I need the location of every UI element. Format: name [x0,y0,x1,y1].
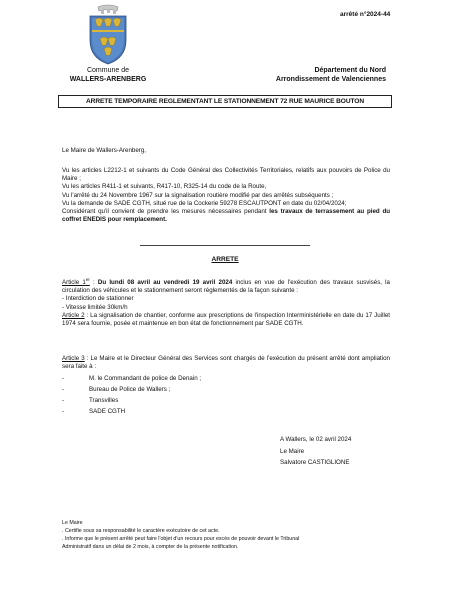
article-2-text: : La signalisation de chantier, conforme aux prescriptions de l'inspection Interministérielle en date du 17 Juillet 1974 sera fournie, posée et maintenue en bon état de fonctionnement par SADE CGTH. [62,312,390,328]
signature-name: Salvatore CASTIGLIONE [280,459,350,466]
article-1-dates: Du lundi 08 avril au vendredi 19 avril 2024 [97,279,233,287]
article-1-item-speed: - Vitesse limitée 30km/h [62,303,128,311]
arrete-reference: arrêté n°2024-44 [340,11,391,18]
recipients-list [62,374,262,417]
article-2 [62,312,390,328]
article-1-item-parking: - Interdiction de stationner [62,295,134,303]
mayor-intro: Le Maire de Wallers-Arenberg, [62,147,147,154]
consideration-works [62,208,390,224]
article-3 [62,355,390,371]
list-item: - M. le Commandant de police de Denain ; [62,375,202,383]
list-item: - Transvilles [62,396,119,404]
considerations-block [62,167,390,224]
consideration-code-route: Vu les articles R411-1 et suivants, R417-10, R325-14 du code de la Route, [62,183,267,191]
article-2-label: Article 2 [62,312,85,319]
arrondissement-name: Arrondissement de Valenciennes [275,76,386,83]
section-divider [140,245,310,246]
list-item: - Bureau de Police de Wallers ; [62,386,171,394]
commune-name: WALLERS-ARENBERG [69,76,147,83]
commune-block [58,66,158,84]
department-block [262,66,386,84]
list-item: - SADE CGTH [62,407,126,415]
coat-of-arms-logo [86,4,130,66]
footer-line-2: . Informe que le présent arrêté peut faire l'objet d'un recours pour excès de pouvoir devant le Tribunal [62,536,300,542]
article-1-label: Article 1er [62,277,90,287]
signature-place-date: A Wallers, le 02 avril 2024 [280,436,352,443]
consideration-request: Vu la demande de SADE CGTH, situé rue de la Cockerie 59278 ESCAUTPONT en date du 02/04/2024; [62,199,347,207]
consideration-arrete-1967: Vu l'arrêté du 24 Novembre 1967 sur la signalisation routière modifié par des arrêtés subséquents ; [62,191,334,199]
footer-notice [62,519,299,551]
department-name: Département du Nord [314,67,386,74]
consideration-works-text: Considérant qu'il convient de prendre les mesures nécessaires pendant [62,208,270,216]
signature-block [280,434,351,469]
article-3-text: : Le Maire et le Directeur Général des Services sont chargés de l'exécution du présent arrêté dont ampliation sera faite à : [62,355,390,371]
commune-label: Commune de [86,67,130,74]
document-title: ARRETE TEMPORAIRE REGLEMENTANT LE STATIONNEMENT 72 RUE MAURICE BOUTON [58,95,392,108]
footer-line-3: Administratif dans un délai de 2 mois, à compter de la présente notification. [62,544,239,550]
article-1-text: inclus en vue de l'exécution des travaux susvisés, la circulation des véhicules et le stationnement seront réglementés de la façon suivante : [62,279,390,295]
signature-role: Le Maire [280,447,305,455]
article-1: Article 1er : Du lundi 08 avril au vendredi 19 avril 2024 inclus en vue de l'exécution des travaux susvisés, la circulation des véhicules et le stationnement seront réglementés de la façon suivante : - Interdiction de stationner - Vitesse limitée 30km/h [62,277,390,311]
footer-line-1: . Certifie sous sa responsabilité le caractère exécutoire de cet acte. [62,528,220,534]
arrete-heading: ARRETE [211,256,239,263]
consideration-cgct: Vu les articles L2212-1 et suivants du Code Général des Collectivités Territoriales, relatifs aux pouvoirs de Police du Maire ; [62,167,390,183]
consideration-works-bold: les travaux de terrassement au pied du coffret ENEDIS pour remplacement. [62,208,391,224]
article-3-label: Article 3 [62,355,85,362]
footer-title: Le Maire [62,520,83,526]
